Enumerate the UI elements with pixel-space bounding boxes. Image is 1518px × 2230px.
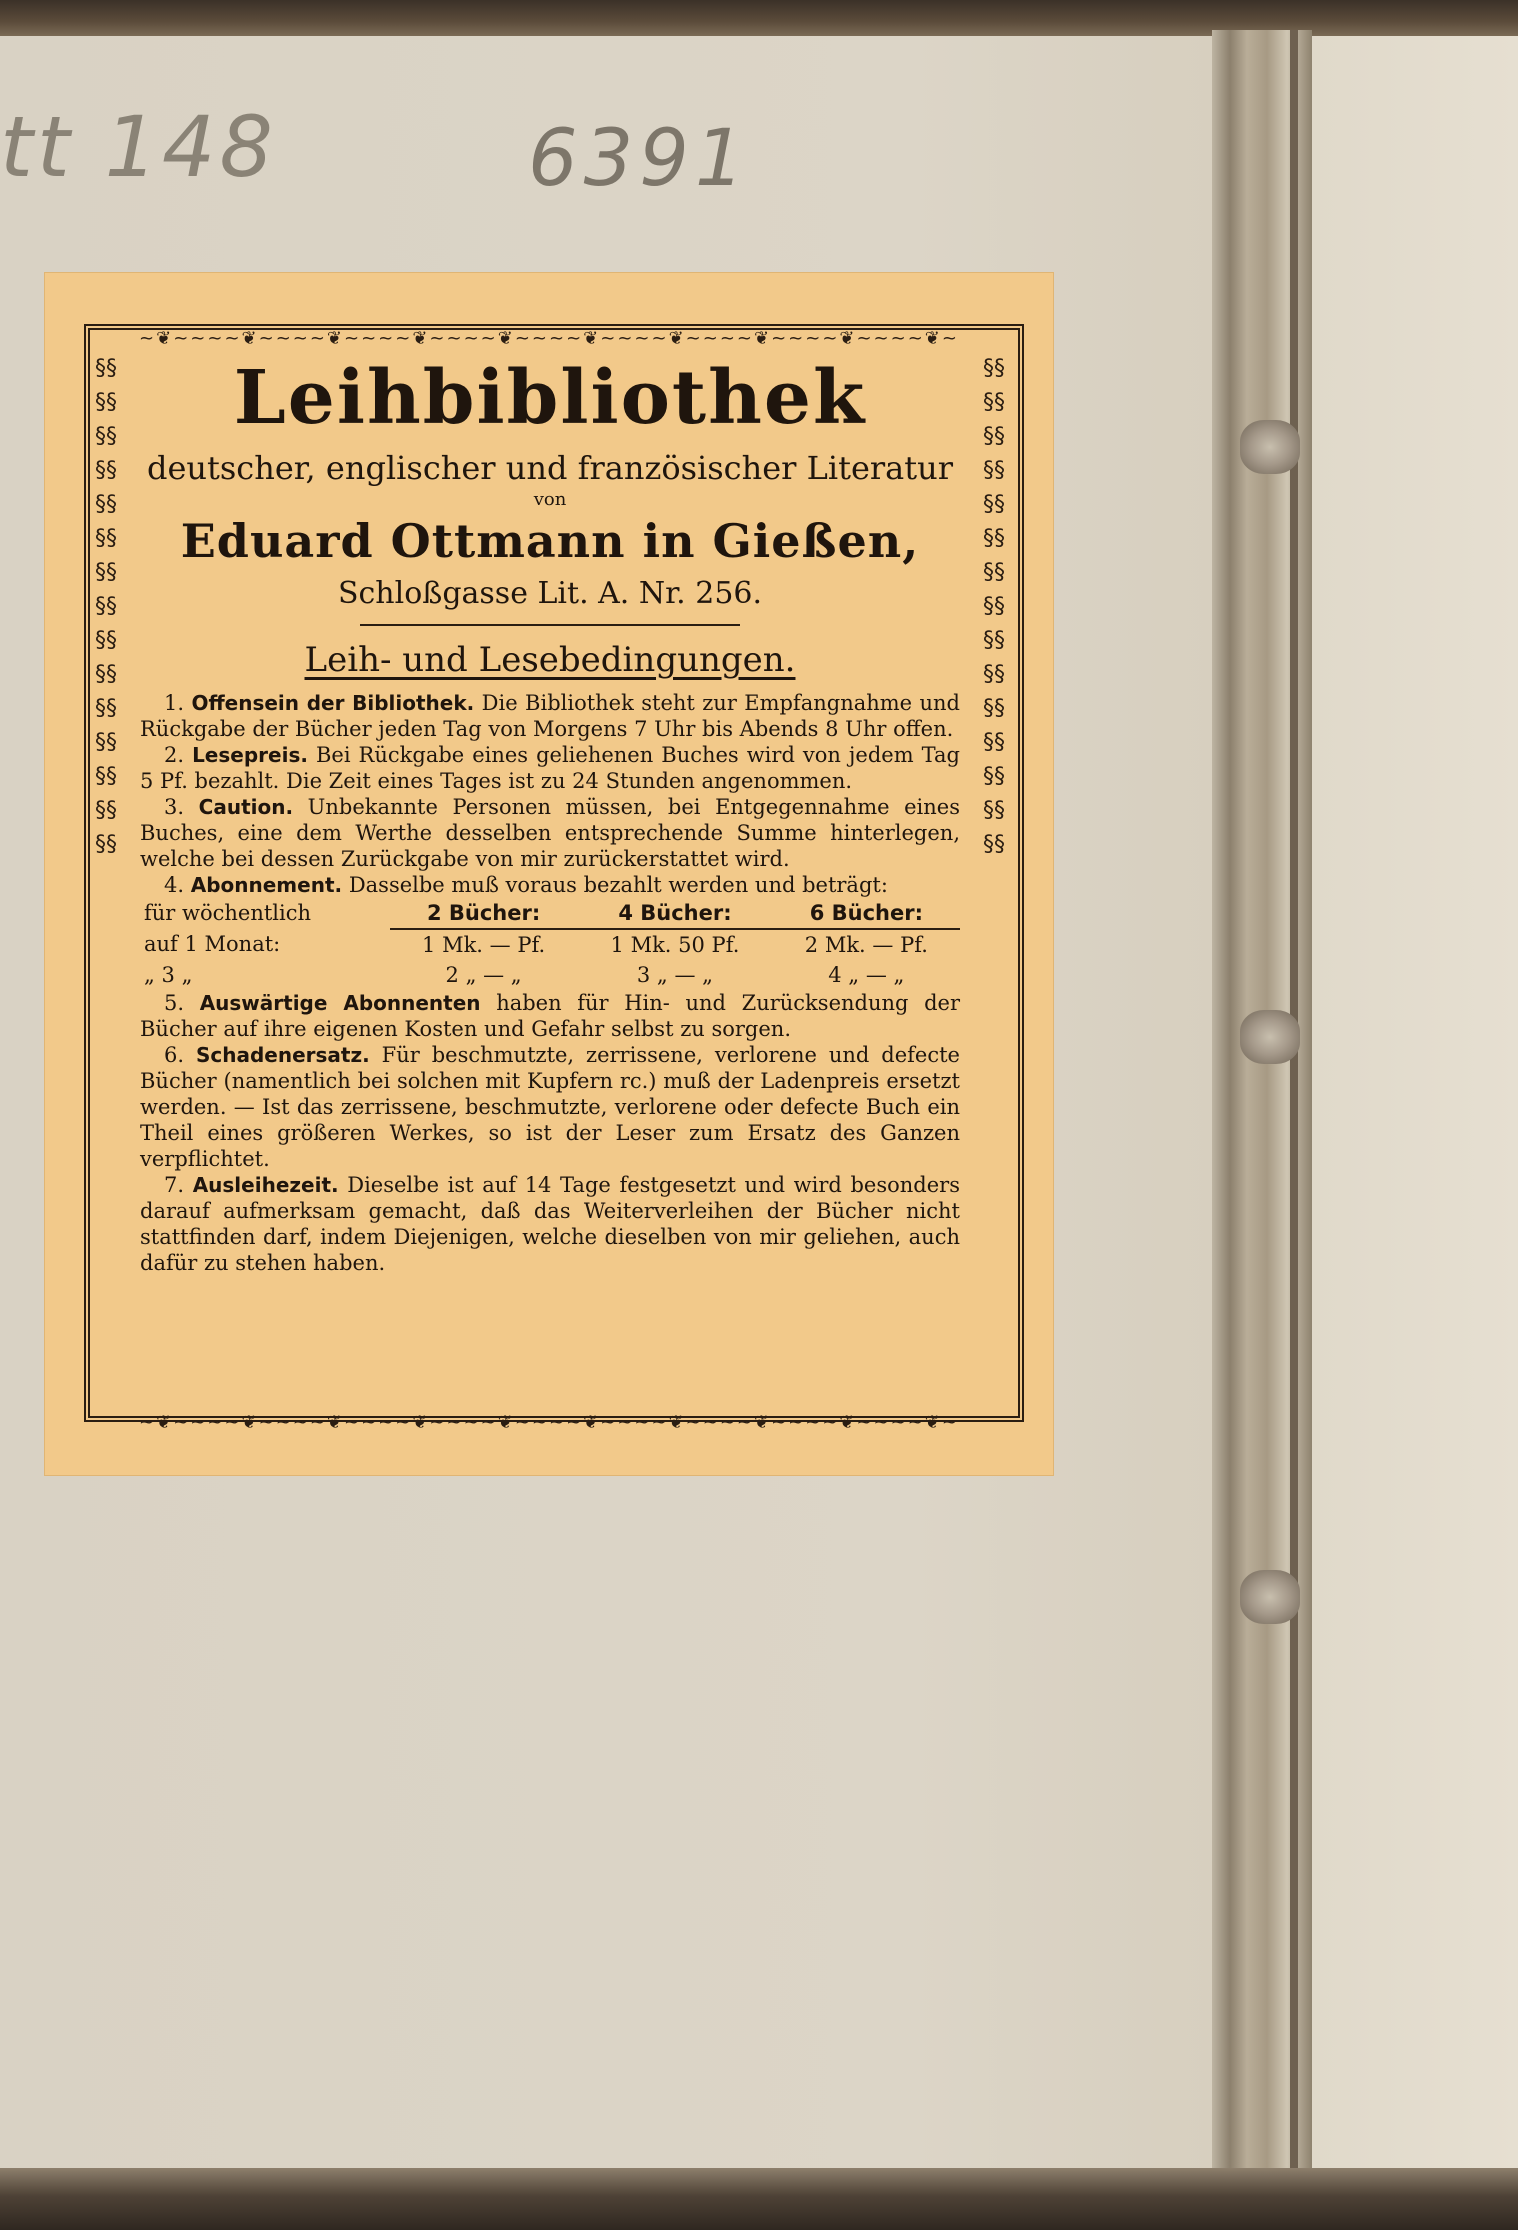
ornament-bottom: ~❦~~~~❦~~~~❦~~~~❦~~~~❦~~~~❦~~~~❦~~~~❦~~~~❦~~~~❦~ bbox=[139, 1414, 959, 1432]
rule-paragraph bbox=[140, 690, 960, 742]
rule-number: 2. bbox=[164, 743, 185, 767]
rate-cell: 2 „ — „ bbox=[445, 963, 522, 987]
rule-text: haben für Hin- und Zurücksendung der Bücher auf ihre eigenen Kosten und Gefahr selbst zu sorgen. bbox=[140, 991, 960, 1041]
ornament-left: §§§§§§§§§§§§§§§§§§§§§§§§§§§§§§ bbox=[95, 356, 117, 857]
gutter-fold bbox=[1290, 30, 1298, 2175]
rule-text: Für beschmutzte, zerrissene, verlorene und defecte Bücher (namentlich bei solchen mit Kupfern rc.) muß der Ladenpreis ersetzt werden. — Ist das zerrissene, beschmutzte, verlorene oder defecte Buch ein Theil eines größeren Werkes, so ist der Leser zum Ersatz des Ganzen verpflichtet. bbox=[140, 1043, 960, 1171]
rate-cell: 4 „ — „ bbox=[828, 963, 905, 987]
rate-cell: 1 Mk. — Pf. bbox=[422, 933, 546, 957]
rate-header: 4 Bücher: bbox=[577, 898, 772, 929]
rule-title: Ausleihezeit. bbox=[192, 1173, 339, 1197]
handwritten-number: 6391 bbox=[528, 114, 751, 204]
rule-paragraph bbox=[140, 990, 960, 1042]
right-leaf bbox=[1312, 36, 1518, 2171]
rule-paragraph bbox=[140, 742, 960, 794]
ornament-top: ~❦~~~~❦~~~~❦~~~~❦~~~~❦~~~~❦~~~~❦~~~~❦~~~~❦~~~~❦~ bbox=[139, 330, 959, 348]
rule-paragraph bbox=[140, 794, 960, 872]
rule-text: Dasselbe muß voraus bezahlt werden und beträgt: bbox=[348, 873, 888, 897]
binding-stitch bbox=[1240, 1570, 1300, 1624]
label-von: von bbox=[533, 489, 567, 510]
rate-period: „ 3 „ bbox=[144, 963, 193, 987]
rule-title: Offensein der Bibliothek. bbox=[191, 691, 475, 715]
rate-header: 2 Bücher: bbox=[390, 898, 577, 929]
divider bbox=[360, 624, 740, 626]
rule-text: Bei Rückgabe eines geliehenen Buches wird von jedem Tag 5 Pf. bezahlt. Die Zeit eines Tages ist zu 24 Stunden angenommen. bbox=[140, 743, 960, 793]
rule-title: Lesepreis. bbox=[192, 743, 308, 767]
rule-title: Abonnement. bbox=[190, 873, 343, 897]
label-owner: Eduard Ottmann in Gießen, bbox=[180, 514, 920, 568]
rule-paragraph bbox=[140, 872, 960, 898]
rule-number: 5. bbox=[164, 991, 185, 1015]
label-subtitle: deutscher, englischer und französischer Literatur bbox=[146, 449, 954, 487]
rule-text: Unbekannte Personen müssen, bei Entgegennahme eines Buches, eine dem Werthe desselben entsprechende Summe hinterlegen, welche bei dessen Zurückgabe von mir zurückerstattet wird. bbox=[140, 795, 961, 871]
label-title: Leihbibliothek bbox=[233, 355, 867, 441]
rate-cell: 3 „ — „ bbox=[636, 963, 714, 987]
binding-stitch bbox=[1240, 1010, 1300, 1064]
rule-number: 7. bbox=[164, 1173, 185, 1197]
handwritten-shelfmark: tt 148 bbox=[0, 98, 277, 196]
rule-number: 3. bbox=[164, 795, 185, 819]
rate-period: auf 1 Monat: bbox=[144, 932, 281, 956]
rule-paragraph bbox=[140, 1172, 960, 1276]
rule-text: Die Bibliothek steht zur Empfangnahme und Rückgabe der Bücher jeden Tag von Morgens 7 Uhr bis Abends 8 Uhr offen. bbox=[140, 691, 960, 741]
rate-row-label: für wöchentlich bbox=[144, 901, 312, 925]
library-label bbox=[44, 272, 1054, 1476]
rule-title: Schadenersatz. bbox=[195, 1043, 370, 1067]
rate-table bbox=[140, 898, 960, 990]
rule-number: 6. bbox=[164, 1043, 185, 1067]
board-bottom-edge bbox=[0, 2168, 1518, 2230]
conditions-heading: Leih- und Lesebedingungen. bbox=[304, 640, 796, 680]
rule-paragraph bbox=[140, 1042, 960, 1172]
rule-number: 4. bbox=[164, 873, 185, 897]
rate-header: 6 Bücher: bbox=[773, 898, 960, 929]
ornament-right: §§§§§§§§§§§§§§§§§§§§§§§§§§§§§§ bbox=[983, 356, 1005, 857]
label-content bbox=[140, 350, 960, 1276]
rate-cell: 1 Mk. 50 Pf. bbox=[610, 933, 740, 957]
rule-number: 1. bbox=[164, 691, 185, 715]
rule-title: Caution. bbox=[198, 795, 294, 819]
label-address: Schloßgasse Lit. A. Nr. 256. bbox=[337, 576, 763, 611]
rate-cell: 2 Mk. — Pf. bbox=[804, 933, 928, 957]
rule-text: Dieselbe ist auf 14 Tage festgesetzt und wird besonders darauf aufmerksam gemacht, daß das Weiterverleihen der Bücher nicht stattfinden darf, indem Diejenigen, welche dieselben von mir geliehen, auch dafür zu stehen haben. bbox=[140, 1173, 960, 1275]
binding-stitch bbox=[1240, 420, 1300, 474]
rule-title: Auswärtige Abonnenten bbox=[199, 991, 481, 1015]
